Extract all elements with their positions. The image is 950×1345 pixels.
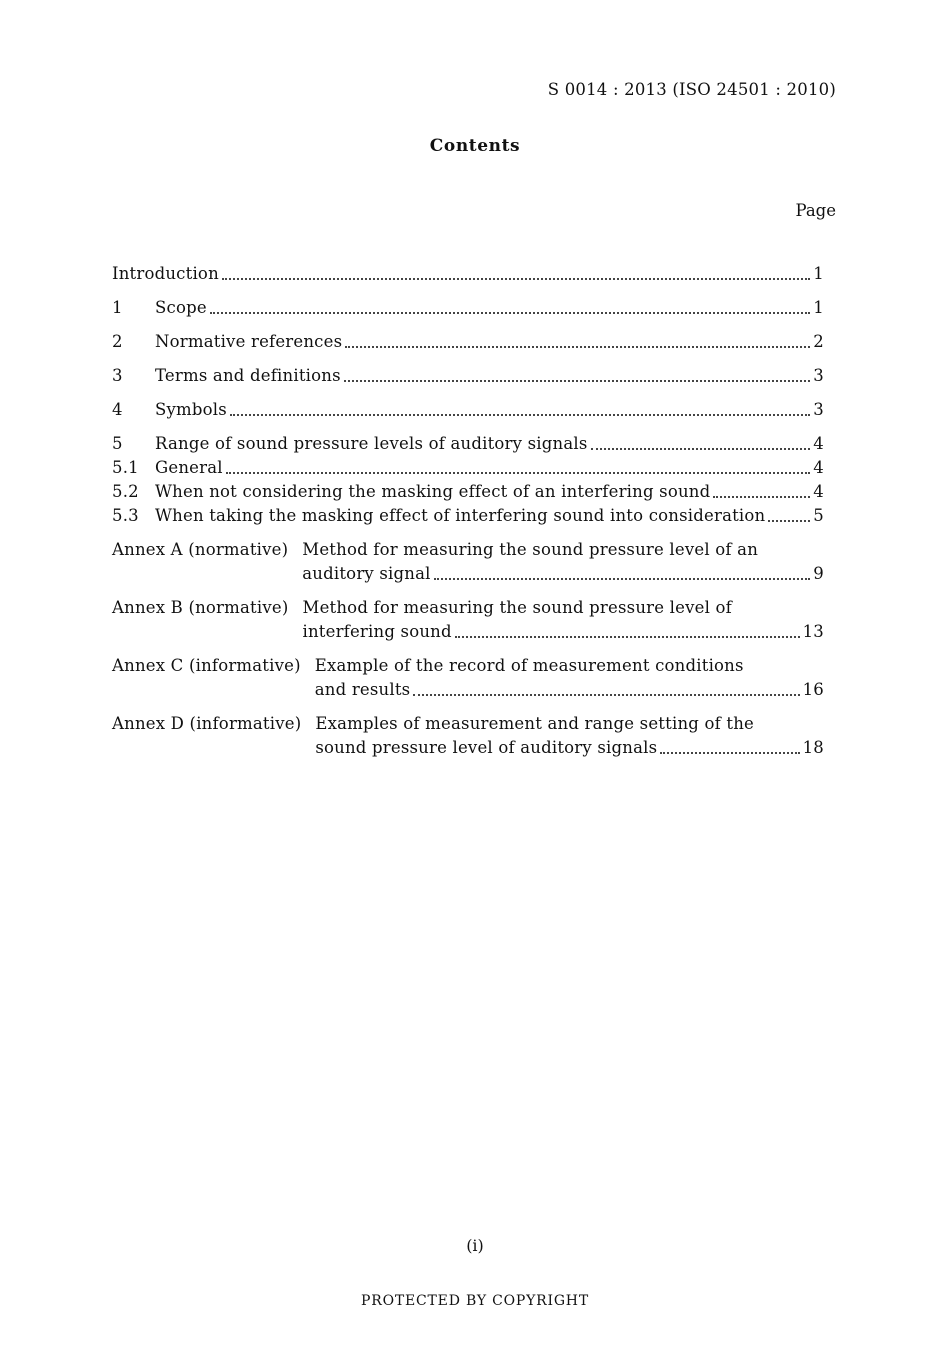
dot-leader bbox=[345, 346, 810, 348]
dot-leader bbox=[230, 414, 810, 416]
annex-title-line2: auditory signal bbox=[302, 564, 431, 583]
toc-entry-number: 4 bbox=[112, 400, 123, 419]
copyright-notice: PROTECTED BY COPYRIGHT bbox=[361, 1293, 589, 1309]
toc-entry-page: 3 bbox=[813, 400, 824, 419]
dot-leader bbox=[413, 694, 799, 696]
page-column-label: Page bbox=[795, 201, 836, 220]
toc-entry-introduction[interactable] bbox=[112, 262, 824, 286]
dot-leader bbox=[226, 472, 811, 474]
toc-entry-title: When not considering the masking effect of an interfering sound bbox=[155, 482, 711, 501]
toc-entry-title: Terms and definitions bbox=[155, 366, 341, 385]
toc-annex-d[interactable] bbox=[112, 712, 824, 760]
toc-annex-c[interactable] bbox=[112, 654, 824, 702]
annex-title-line1: Method for measuring the sound pressure level of bbox=[302, 598, 732, 617]
toc-entry-page: 5 bbox=[813, 506, 824, 525]
annex-title-line1: Examples of measurement and range setting of the bbox=[315, 714, 754, 733]
toc-entry-title: General bbox=[155, 458, 223, 477]
annex-page: 16 bbox=[802, 680, 824, 699]
toc-entry-number: 5 bbox=[112, 434, 123, 453]
toc-entry-number: 5.2 bbox=[112, 482, 139, 501]
toc-entry-title: Range of sound pressure levels of auditory signals bbox=[155, 434, 588, 453]
toc-entry-page: 1 bbox=[813, 298, 824, 317]
toc-entry-title: When taking the masking effect of interfering sound into consideration bbox=[155, 506, 766, 525]
toc-entry-symbols[interactable] bbox=[112, 398, 824, 422]
toc-entry-title: Scope bbox=[155, 298, 207, 317]
toc-entry-taking-masking-into-consideration[interactable] bbox=[112, 504, 824, 528]
annex-label: Annex C (informative) bbox=[112, 656, 301, 675]
toc-entry-number: 1 bbox=[112, 298, 123, 317]
toc-entry-title: Introduction bbox=[112, 264, 219, 283]
toc-entry-general[interactable] bbox=[112, 456, 824, 480]
toc-entry-number: 3 bbox=[112, 366, 123, 385]
toc-entry-not-considering-masking[interactable] bbox=[112, 480, 824, 504]
dot-leader bbox=[768, 520, 810, 522]
toc-entry-number: 5.1 bbox=[112, 458, 139, 477]
dot-leader bbox=[660, 752, 799, 754]
annex-title-line1: Example of the record of measurement conditions bbox=[314, 656, 744, 675]
annex-title-line2: interfering sound bbox=[302, 622, 452, 641]
dot-leader bbox=[344, 380, 811, 382]
toc-entry-scope[interactable] bbox=[112, 296, 824, 320]
dot-leader bbox=[222, 278, 810, 280]
toc-entry-normative-references[interactable] bbox=[112, 330, 824, 354]
annex-label: Annex A (normative) bbox=[112, 540, 289, 559]
toc-annex-a[interactable] bbox=[112, 538, 824, 586]
toc-entry-page: 2 bbox=[813, 332, 824, 351]
annex-label: Annex B (normative) bbox=[112, 598, 289, 617]
annex-title-line2: sound pressure level of auditory signals bbox=[315, 738, 658, 757]
standard-reference: S 0014 : 2013 (ISO 24501 : 2010) bbox=[547, 80, 836, 99]
annex-title-line2: and results bbox=[314, 680, 411, 699]
dot-leader bbox=[455, 636, 800, 638]
toc-entry-title: Normative references bbox=[155, 332, 343, 351]
toc-annex-b[interactable] bbox=[112, 596, 824, 644]
toc-entry-title: Symbols bbox=[155, 400, 227, 419]
table-of-contents bbox=[112, 262, 824, 760]
toc-entry-number: 5.3 bbox=[112, 506, 139, 525]
annex-label: Annex D (informative) bbox=[112, 714, 302, 733]
toc-entry-terms-and-definitions[interactable] bbox=[112, 364, 824, 388]
annex-page: 13 bbox=[802, 622, 824, 641]
toc-entry-number: 2 bbox=[112, 332, 123, 351]
toc-entry-page: 4 bbox=[813, 458, 824, 477]
annex-page: 18 bbox=[802, 738, 824, 757]
toc-entry-page: 3 bbox=[813, 366, 824, 385]
dot-leader bbox=[591, 448, 811, 450]
dot-leader bbox=[434, 578, 811, 580]
toc-entry-page: 1 bbox=[813, 264, 824, 283]
footer-page-number: (i) bbox=[466, 1236, 484, 1255]
annex-title-line1: Method for measuring the sound pressure level of an bbox=[302, 540, 759, 559]
toc-entry-page: 4 bbox=[813, 482, 824, 501]
toc-entry-range-of-sound-pressure-levels[interactable] bbox=[112, 432, 824, 456]
dot-leader bbox=[713, 496, 810, 498]
contents-title: Contents bbox=[429, 136, 521, 156]
toc-entry-page: 4 bbox=[813, 434, 824, 453]
dot-leader bbox=[210, 312, 810, 314]
annex-page: 9 bbox=[813, 564, 824, 583]
